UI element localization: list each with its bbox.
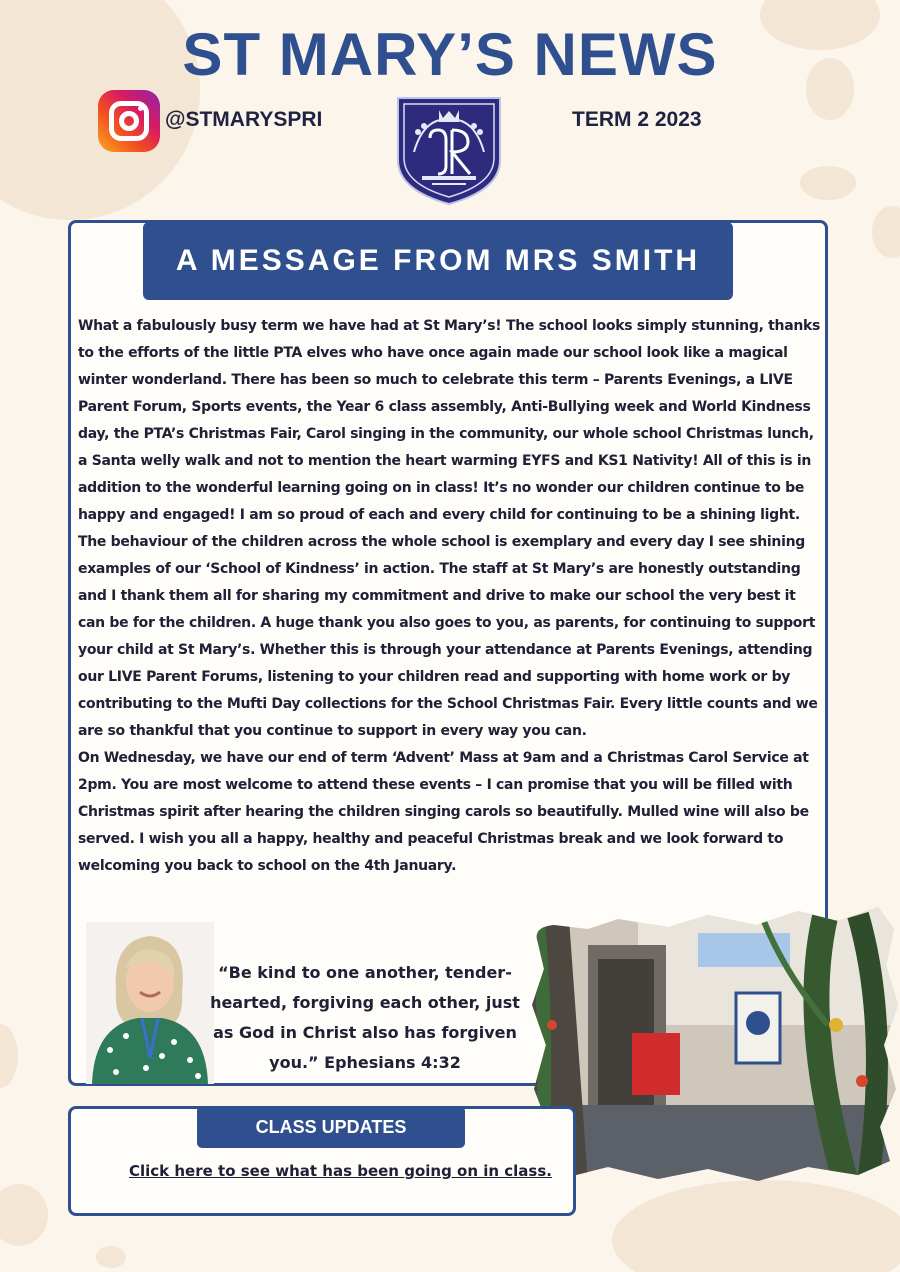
term-label: TERM 2 2023 — [572, 108, 702, 131]
background-blob — [0, 1024, 18, 1088]
message-paragraph: On Wednesday, we have our end of term ‘Advent’ Mass at 9am and a Christmas Carol Service at 2pm. You are most welcome to attend these events – I can promise that you will be filled with Christmas spirit after hearing the children singing carols so beautifully. Mulled wine will also be served. I wish you all a happy, healthy and peaceful Christmas break and we look forward to welcoming you back to school on the 4th January. — [78, 750, 809, 874]
class-updates-heading: CLASS UPDATES — [197, 1106, 465, 1148]
background-blob — [872, 206, 900, 258]
instagram-handle[interactable]: @STMARYSPRI — [165, 108, 323, 131]
message-paragraph: What a fabulously busy term we have had at St Mary’s! The school looks simply stunning, thanks to the efforts of the little PTA elves who have once again made our school look like a magical winter wonderland. There has been so much to celebrate this term – Parents Evenings, a LIVE Parent Forum, Sports events, the Year 6 class assembly, Anti-Bullying week and World Kindness day, the PTA’s Christmas Fair, Carol singing in the community, our whole school Christmas lunch, a Santa welly walk and not to mention the heart warming EYFS and KS1 Nativity! All of this is in addition to the wonderful learning going on in class! It’s no wonder our children continue to be happy and engaged! I am so proud of each and every child for continuing to be a shining light. The behaviour of the children across the whole school is exemplary and every day I see shining examples of our ‘School of Kindness’ in action. The staff at St Mary’s are honestly outstanding and I thank them all for sharing my commitment and drive to make our school the very best it can be for the children. A huge thank you also goes to you, as parents, for continuing to support your child at St Mary’s. Whether this is through your attendance at Parents Evenings, attending our LIVE Parent Forums, listening to your children read and supporting with home work or by contributing to the Mufti Day collections for the School Christmas Fair. Every little counts and we are so thankful that you continue to support in every way you can. — [78, 318, 821, 739]
instagram-icon[interactable] — [98, 90, 160, 152]
headteacher-photo — [86, 922, 214, 1084]
background-blob — [96, 1246, 126, 1268]
school-crest-logo — [392, 94, 506, 206]
background-blob — [612, 1180, 900, 1272]
class-updates-link[interactable]: Click here to see what has been going on in class. — [129, 1162, 552, 1180]
christmas-corridor-photo — [528, 905, 900, 1183]
message-heading: A MESSAGE FROM MRS SMITH — [143, 222, 733, 300]
headteacher-message — [78, 313, 823, 880]
newsletter-title: ST MARY’S NEWS — [182, 21, 718, 88]
background-blob — [800, 166, 856, 200]
background-blob — [0, 1184, 48, 1246]
bible-quote: “Be kind to one another, tender-hearted, forgiving each other, just as God in Christ also has forgiven you.” Ephesians 4:32 — [210, 963, 520, 1072]
